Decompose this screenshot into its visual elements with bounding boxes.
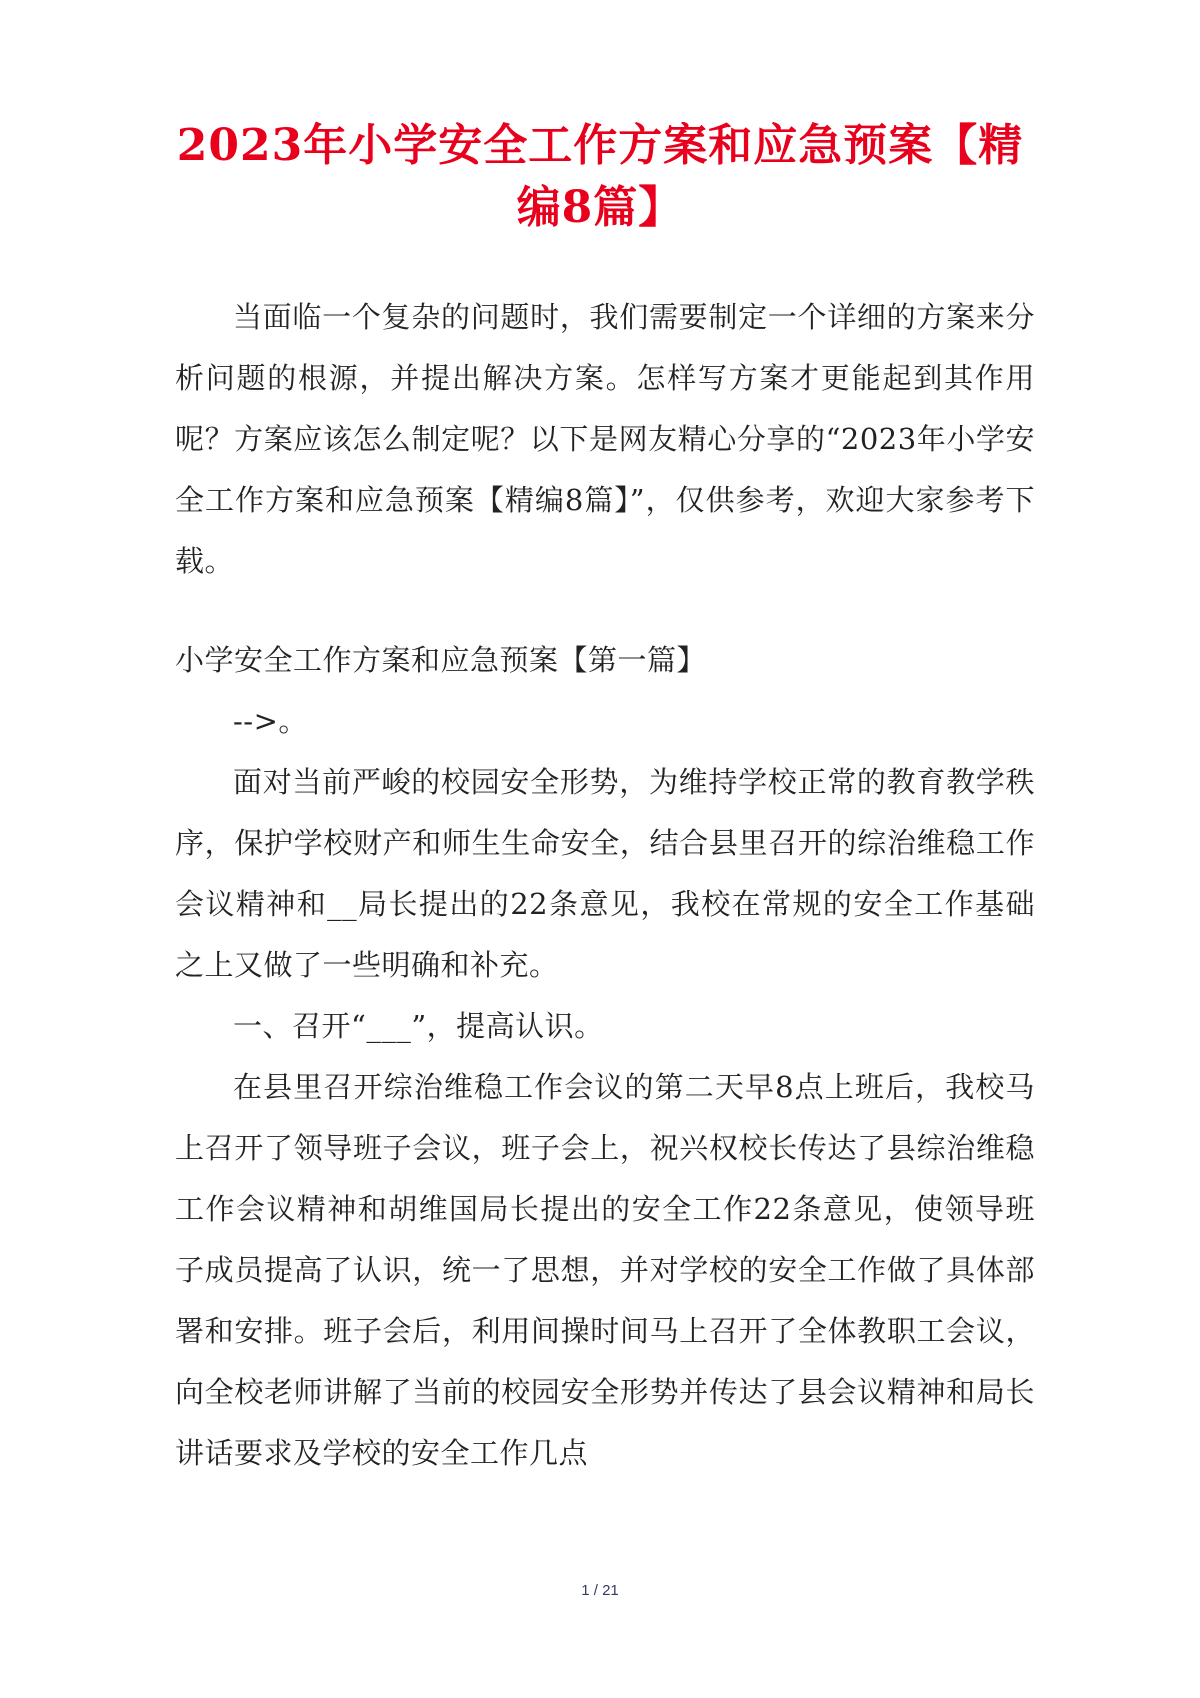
title-line-1: 2023年小学安全工作方案和应急预案【精 <box>176 120 1024 171</box>
intro-block <box>175 287 1035 592</box>
intro-paragraph: 当面临一个复杂的问题时，我们需要制定一个详细的方案来分析问题的根源，并提出解决方案。怎样写方案才更能起到其作用呢？方案应该怎么制定呢？以下是网友精心分享的“2023年小学安全工作方案和应急预案【精编8篇】”，仅供参考，欢迎大家参考下载。 <box>175 300 1035 578</box>
document-title <box>160 115 1040 239</box>
title-line-2: 编8篇】 <box>516 182 684 233</box>
section-heading: 小学安全工作方案和应急预案【第一篇】 <box>175 643 707 677</box>
arrow-line: -->。 <box>233 704 308 738</box>
body-paragraph-1: 面对当前严峻的校园安全形势，为维持学校正常的教育教学秩序，保护学校财产和师生生命安全，结合县里召开的综治维稳工作会议精神和__局长提出的22条意见，我校在常规的安全工作基础之上又做了一些明确和补充。 <box>175 765 1035 982</box>
page-number: 1 / 21 <box>581 1582 619 1599</box>
section-1 <box>175 630 1035 1484</box>
point-heading-1: 一、召开“___”，提高认识。 <box>233 1009 604 1043</box>
body-paragraph-2: 在县里召开综治维稳工作会议的第二天早8点上班后，我校马上召开了领导班子会议，班子会上，祝兴权校长传达了县综治维稳工作会议精神和胡维国局长提出的安全工作22条意见，使领导班子成员提高了认识，统一了思想，并对学校的安全工作做了具体部署和安排。班子会后，利用间操时间马上召开了全体教职工会议，向全校老师讲解了当前的校园安全形势并传达了县会议精神和局长讲话要求及学校的安全工作几点 <box>175 1070 1035 1470</box>
